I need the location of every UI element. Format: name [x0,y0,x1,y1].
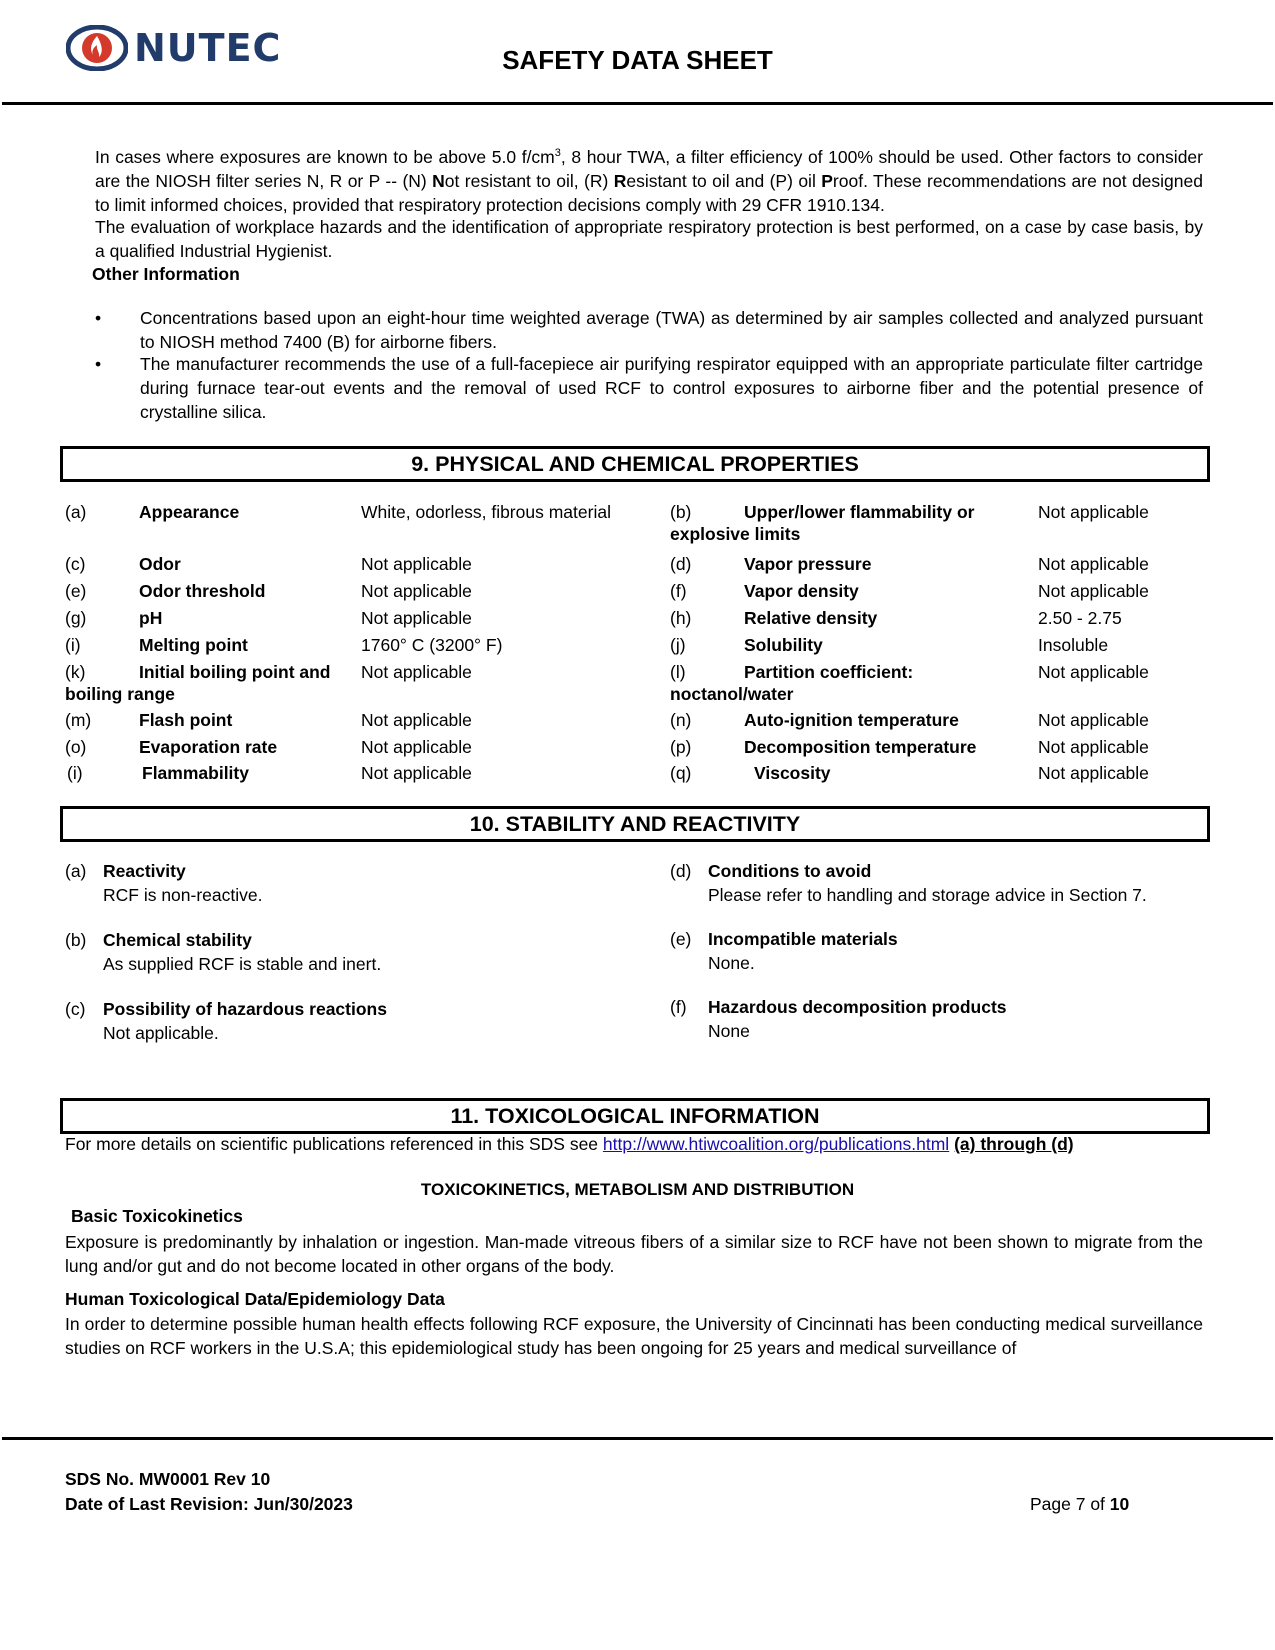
item-text: As supplied RCF is stable and inert. [103,954,382,974]
property-name: Vapor pressure [744,554,872,574]
property-name: Relative density [744,608,878,628]
property-letter: (q) [670,763,692,783]
list-item: • The manufacturer recommends the use of a full-facepiece air purifying respirator equipped with an appropriate particulate filter cartridge during furnace tear-out events and the removal of used RCF to control exposures to airborne fiber and the potential presence of crystalline silica. [95,354,1203,422]
property-name: Solubility [744,635,823,655]
page-number: Page 7 of 10 [1030,1494,1130,1514]
item-letter: (e) [670,929,692,949]
property-name: Appearance [139,502,240,522]
item-letter: (b) [65,930,87,950]
item-text: None [708,1021,750,1041]
property-name: Upper/lower flammability or [744,502,975,522]
brand-name: NUTEC [134,26,282,70]
property-letter: (i) [67,763,83,783]
revision-date: Date of Last Revision: Jun/30/2023 [65,1494,353,1514]
basic-toxicokinetics-heading: Basic Toxicokinetics [71,1206,243,1226]
item-letter: (f) [670,997,687,1017]
property-letter: (o) [65,737,87,757]
basic-toxicokinetics-text: Exposure is predominantly by inhalation or ingestion. Man-made vitreous fibers of a similar size to RCF have not been shown to migrate from the lung and/or gut and do not become located in other organs of the body. [65,1232,1203,1276]
property-letter: (k) [65,662,86,682]
property-value: Not applicable [1038,710,1149,730]
property-name: Evaporation rate [139,737,278,757]
property-value: Not applicable [361,763,472,783]
item-heading: Conditions to avoid [708,861,872,881]
property-letter: (n) [670,710,692,730]
publications-link[interactable]: http://www.htiwcoalition.org/publications.html [602,1134,950,1154]
human-toxicology-text: In order to determine possible human health effects following RCF exposure, the University of Cincinnati has been conducting medical surveillance studies on RCF workers in the U.S.A; this epidemiological study has been ongoing for 25 years and medical surveillance of [65,1314,1203,1358]
property-letter: (c) [65,554,86,574]
property-name: pH [139,608,163,628]
property-letter: (b) [670,502,692,522]
item-text: Please refer to handling and storage advice in Section 7. [708,885,1147,905]
other-information-heading: Other Information [92,264,240,284]
property-name-continued: noctanol/water [670,684,794,704]
property-name: Melting point [139,635,248,655]
property-name: Decomposition temperature [744,737,977,757]
property-name-continued: boiling range [65,684,175,704]
property-value: Not applicable [1038,662,1149,682]
property-letter: (j) [670,635,686,655]
property-value: Not applicable [1038,554,1149,574]
property-value: Not applicable [361,581,472,601]
property-name: Odor threshold [139,581,266,601]
property-value: Not applicable [361,554,472,574]
item-text: RCF is non-reactive. [103,885,263,905]
property-value: Not applicable [361,737,472,757]
property-name: Initial boiling point and [139,662,331,682]
property-value: 1760° C (3200° F) [361,635,503,655]
property-letter: (i) [65,635,81,655]
hygienist-paragraph: The evaluation of workplace hazards and the identification of appropriate respiratory protection is best performed, on a case by case basis, by a qualified Industrial Hygienist. [95,217,1203,261]
property-letter: (g) [65,608,87,628]
property-name: Odor [139,554,181,574]
item-letter: (d) [670,861,692,881]
property-letter: (p) [670,737,692,757]
property-value: Not applicable [1038,502,1149,522]
page-title: SAFETY DATA SHEET [502,45,773,75]
property-name: Flammability [142,763,249,783]
property-value: Not applicable [1038,737,1149,757]
property-letter: (l) [670,662,686,682]
section-11-header: 11. TOXICOLOGICAL INFORMATION [60,1098,1210,1134]
property-letter: (m) [65,710,92,730]
property-letter: (f) [670,581,687,601]
item-heading: Possibility of hazardous reactions [103,999,387,1019]
property-value: 2.50 - 2.75 [1038,608,1122,628]
human-toxicology-heading: Human Toxicological Data/Epidemiology Data [65,1289,445,1309]
property-name: Flash point [139,710,233,730]
property-value: Not applicable [361,710,472,730]
property-value: White, odorless, fibrous material [361,502,611,522]
item-heading: Reactivity [103,861,186,881]
property-value: Not applicable [361,608,472,628]
property-value: Not applicable [1038,581,1149,601]
list-item: • Concentrations based upon an eight-hour time weighted average (TWA) as determined by air samples collected and analyzed pursuant to NIOSH method 7400 (B) for airborne fibers. [95,308,1203,352]
property-value: Insoluble [1038,635,1109,655]
property-name-continued: explosive limits [670,524,801,544]
item-heading: Incompatible materials [708,929,898,949]
item-heading: Hazardous decomposition products [708,997,1007,1017]
property-name: Viscosity [754,763,831,783]
item-letter: (a) [65,861,87,881]
property-letter: (h) [670,608,692,628]
publications-note: For more details on scientific publications referenced in this SDS see http://www.htiwcoalition.org/publications.html (a) through (d) [65,1134,1074,1154]
header-divider [2,102,1273,105]
property-letter: (e) [65,581,87,601]
property-letter: (a) [65,502,87,522]
section-9-header: 9. PHYSICAL AND CHEMICAL PROPERTIES [60,446,1210,482]
sds-number: SDS No. MW0001 Rev 10 [65,1469,271,1489]
item-text: Not applicable. [103,1023,219,1043]
property-value: Not applicable [361,662,472,682]
item-letter: (c) [65,999,86,1019]
item-heading: Chemical stability [103,930,252,950]
property-name: Partition coefficient: [744,662,914,682]
property-name: Vapor density [744,581,859,601]
property-name: Auto-ignition temperature [744,710,959,730]
respiratory-paragraph: In cases where exposures are known to be above 5.0 $f/cm^3$, 8 hour TWA, a filter efficiency of 100% should be used. Other factors to consider are the NIOSH filter series N, R or P -- (N) Not resistant to oil, (R) Resistant to oil and (P) oil Proof. These recommendations are not designed to limit informed choices, provided that respiratory protection decisions comply with 29 CFR 1910.134. [95,147,1203,215]
footer-divider [2,1437,1273,1440]
section-10-header: 10. STABILITY AND REACTIVITY [60,806,1210,842]
property-letter: (d) [670,554,692,574]
property-value: Not applicable [1038,763,1149,783]
item-text: None. [708,953,755,973]
toxicokinetics-subtitle: TOXICOKINETICS, METABOLISM AND DISTRIBUTION [420,1180,855,1199]
